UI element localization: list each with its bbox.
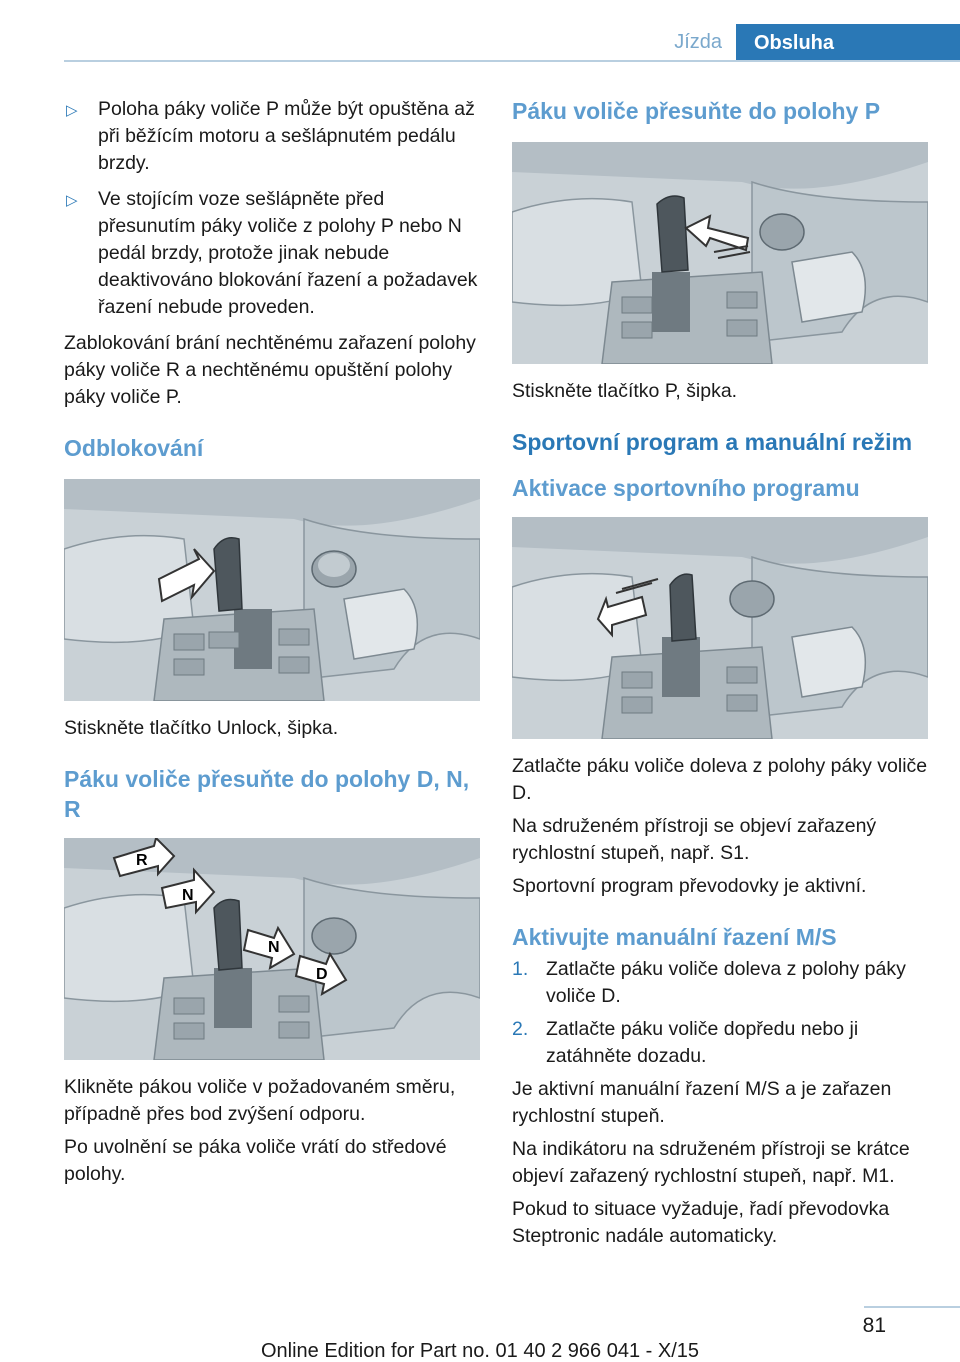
label-n-fwd: N [268,939,280,956]
caption-dnr: Klikněte pákou voliče v požadovaném směru, případně přes bod zvýšení odporu. [64,1076,456,1125]
heading-sport-manual: Sportovní program a manuální režim [512,429,913,455]
right-column [512,96,928,1256]
triangle-bullet-icon: ▷ [66,102,78,119]
paragraph-manual-active: Je aktivní manuální řazení M/S a je zařazen rychlostní stupeň. [512,1078,892,1127]
step-number: 2. [512,1018,529,1040]
heading-unlock: Odblokování [64,435,204,461]
heading-move-p: Páku voliče přesuňte do polohy P [512,98,881,124]
page-header [0,0,960,62]
heading-sport-activation: Aktivace sportovního programu [512,475,860,501]
section-tab-obsluha[interactable]: Obsluha [736,24,960,62]
figure-dnr-positions [64,838,480,1060]
section-tab-jizda[interactable]: Jízda [674,31,722,53]
heading-move-dnr: Páku voliče přesuňte do polohy D, N, R [64,766,470,822]
footer-rule [864,1306,960,1308]
triangle-bullet-icon: ▷ [66,192,78,209]
header-rule [64,60,960,62]
step-item [512,956,928,1010]
step-text: Zatlačte páku voliče doleva z polohy páky voliče D. [546,958,906,1007]
figure-p-button [512,142,928,364]
figure-unlock-button [64,479,480,701]
label-n-back: N [182,887,194,904]
edition-note: Online Edition for Part no. 01 40 2 966 041 - X/15 [260,1340,700,1362]
bullet-text: Ve stojícím voze sešlápněte před přesunutím páky voliče z polohy P nebo N pedál brzdy, protože jinak nebude deaktivováno blokování řazení a požadavek řazení nebude proveden. [98,188,478,318]
label-r: R [136,852,148,869]
label-d: D [316,966,328,983]
caption-sport: Zatlačte páku voliče doleva z polohy páky voliče D. [512,755,928,804]
bullet-item [64,186,480,321]
figure-sport-program [512,517,928,739]
heading-manual-ms: Aktivujte manuální řazení M/S [512,924,837,950]
paragraph-steptronic: Pokud to situace vyžaduje, řadí převodovka Steptronic nadále automaticky. [512,1198,890,1247]
paragraph-lock-info: Zablokování brání nechtěnému zařazení polohy páky voliče R a nechtěnému opuštění polohy páky voliče P. [64,332,476,408]
step-number: 1. [512,958,529,980]
step-text: Zatlačte páku voliče dopředu nebo ji zatáhněte dozadu. [546,1018,859,1067]
paragraph-manual-indicator: Na indikátoru na sdruženém přístroji se krátce objeví zařazený rychlostní stupeň, např. M1. [512,1138,910,1187]
bullet-text: Poloha páky voliče P může být opuštěna až při běžícím motoru a sešlápnutém pedálu brzdy. [98,98,475,174]
left-column [64,96,480,1194]
paragraph-sport-gear: Na sdruženém přístroji se objeví zařazený rychlostní stupeň, např. S1. [512,815,877,864]
page-number: 81 [862,1314,886,1337]
paragraph-release: Po uvolnění se páka voliče vrátí do středové polohy. [64,1136,447,1185]
step-item [512,1016,928,1070]
bullet-item [64,96,480,177]
caption-p: Stiskněte tlačítko P, šipka. [512,380,738,402]
caption-unlock: Stiskněte tlačítko Unlock, šipka. [64,717,339,739]
paragraph-sport-active: Sportovní program převodovky je aktivní. [512,875,867,897]
